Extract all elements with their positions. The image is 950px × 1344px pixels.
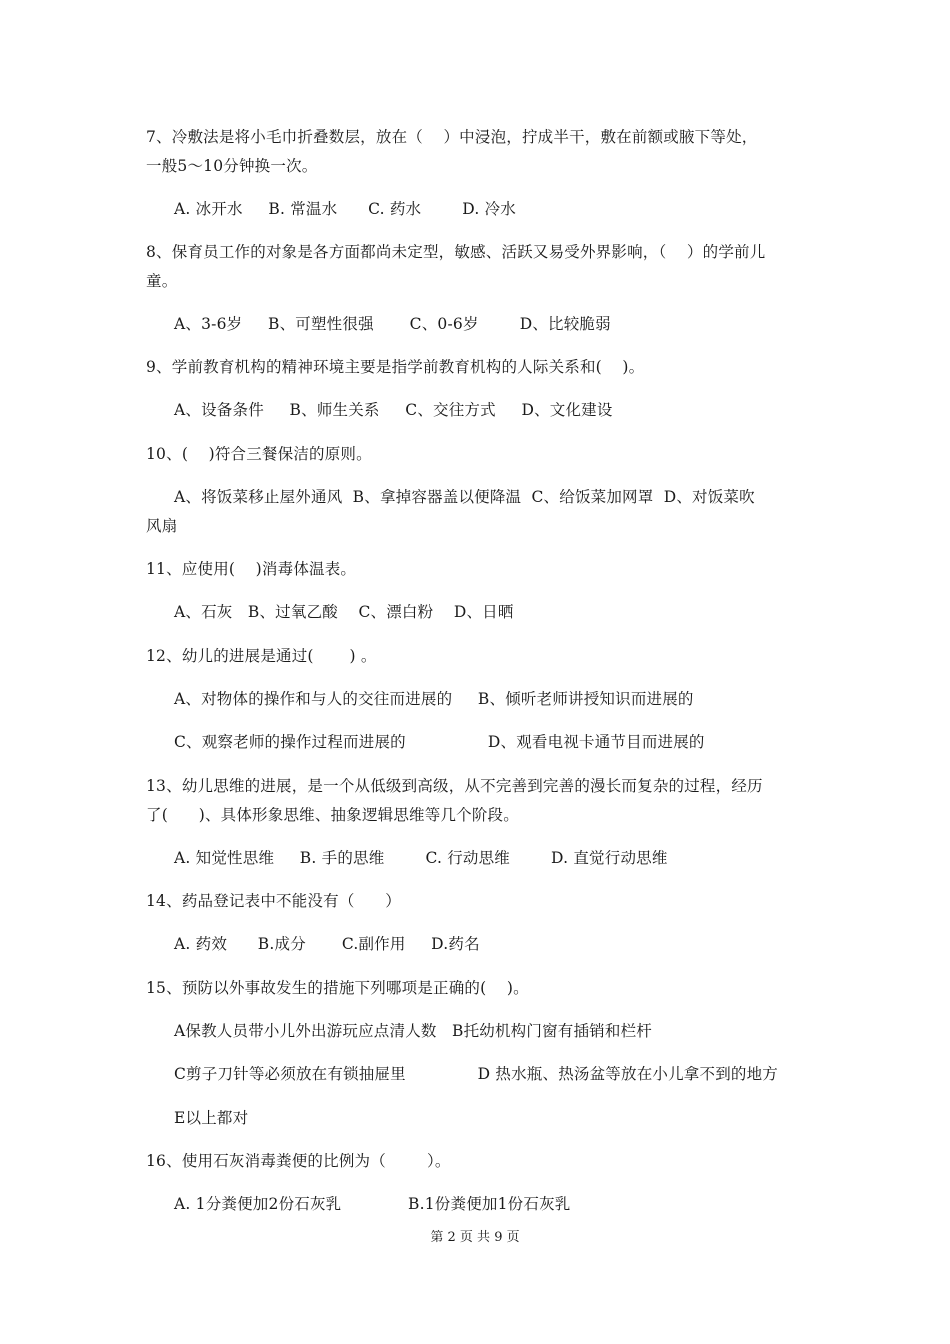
question-13-options: A. 知觉性思维 B. 手的思维 C. 行动思维 D. 直觉行动思维 <box>174 849 668 867</box>
question-13-stem-line-1: 13、幼儿思维的进展，是一个从低级到高级，从不完善到完善的漫长而复杂的过程，经历 <box>146 777 763 795</box>
question-15-options-line-3: E以上都对 <box>174 1109 249 1127</box>
question-7-stem-line-2: 一般5～10分钟换一次。 <box>146 157 318 175</box>
question-12-options-line-2: C、观察老师的操作过程而进展的 D、观看电视卡通节目而进展的 <box>174 733 705 751</box>
question-9-options: A、设备条件 B、师生关系 C、交往方式 D、文化建设 <box>174 401 613 419</box>
question-10-options-line-2: 风扇 <box>146 517 178 535</box>
question-10-stem: 10、( )符合三餐保洁的原则。 <box>146 445 372 463</box>
question-7-options: A. 冰开水 B. 常温水 C. 药水 D. 冷水 <box>174 200 516 218</box>
question-8-options: A、3-6岁 B、可塑性很强 C、0-6岁 D、比较脆弱 <box>174 315 611 333</box>
question-13-stem-line-2: 了( )、具体形象思维、抽象逻辑思维等几个阶段。 <box>146 806 519 824</box>
question-12-stem: 12、幼儿的进展是通过( ) 。 <box>146 647 377 665</box>
question-15-options-line-1: A保教人员带小儿外出游玩应点清人数 B托幼机构门窗有插销和栏杆 <box>174 1022 652 1040</box>
question-8-stem-line-1: 8、保育员工作的对象是各方面都尚未定型，敏感、活跃又易受外界影响，（ ）的学前儿 <box>146 243 766 261</box>
question-16-stem: 16、使用石灰消毒粪便的比例为（ ）。 <box>146 1152 451 1170</box>
question-16-options: A. 1分粪便加2份石灰乳 B.1份粪便加1份石灰乳 <box>174 1195 571 1213</box>
question-15-stem: 15、预防以外事故发生的措施下列哪项是正确的( )。 <box>146 979 529 997</box>
question-8-stem-line-2: 童。 <box>146 272 178 290</box>
question-7-stem-line-1: 7、冷敷法是将小毛巾折叠数层，放在（ ）中浸泡，拧成半干，敷在前额或腋下等处， <box>146 128 758 146</box>
question-14-options: A. 药效 B.成分 C.副作用 D.药名 <box>174 935 480 953</box>
question-12-options-line-1: A、对物体的操作和与人的交往而进展的 B、倾听老师讲授知识而进展的 <box>174 690 694 708</box>
question-15-options-line-2: C剪子刀针等必须放在有锁抽屉里 D 热水瓶、热汤盆等放在小儿拿不到的地方 <box>174 1065 778 1083</box>
question-10-options-line-1: A、将饭菜移止屋外通风 B、拿掉容器盖以便降温 C、给饭菜加网罩 D、对饭菜吹 <box>174 488 755 506</box>
page-number-footer: 第 2 页 共 9 页 <box>430 1230 520 1245</box>
question-9-stem: 9、学前教育机构的精神环境主要是指学前教育机构的人际关系和( )。 <box>146 358 645 376</box>
question-11-options: A、石灰 B、过氧乙酸 C、漂白粉 D、日晒 <box>174 603 514 621</box>
question-14-stem: 14、药品登记表中不能没有（ ） <box>146 892 401 910</box>
question-11-stem: 11、应使用( )消毒体温表。 <box>146 560 357 578</box>
